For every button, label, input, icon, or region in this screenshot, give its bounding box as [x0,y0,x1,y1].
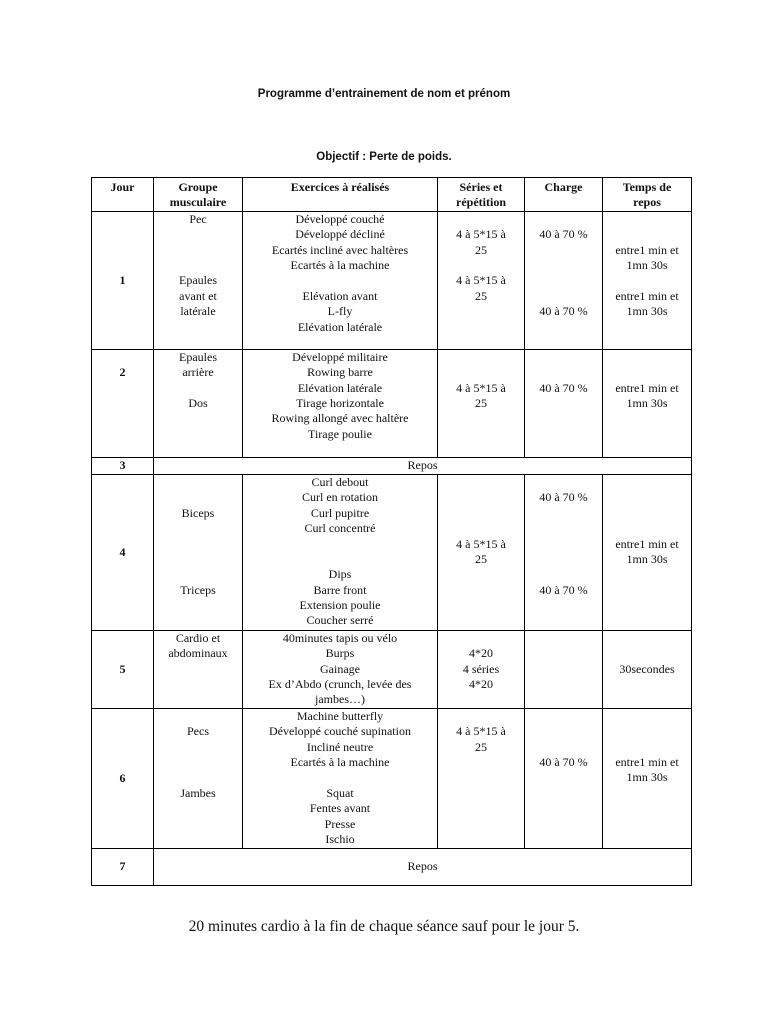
series-cell: 4 à 5*15 à 25 [438,708,525,848]
rest-cell: entre1 min et 1mn 30s [603,708,692,848]
table-row [92,474,692,630]
exercises-cell: Développé militaire Rowing barre Elévation latérale Tirage horizontale Rowing allongé avec haltère Tirage poulie [243,349,438,457]
header-charge: Charge [525,178,603,212]
exercises-cell: 40minutes tapis ou vélo Burps Gainage Ex d’Abdo (crunch, levée des jambes…) [243,630,438,708]
charge-cell: 40 à 70 % 40 à 70 % [525,211,603,349]
charge-cell: 40 à 70 % [525,349,603,457]
header-series: Séries et répétition [438,178,525,212]
rest-day-cell: Repos [154,457,692,474]
series-cell: 4 à 5*15 à 25 4 à 5*15 à 25 [438,211,525,349]
charge-cell: 40 à 70 % [525,708,603,848]
day-number: 4 [92,474,154,630]
exercises-cell: Curl debout Curl en rotation Curl pupitre Curl concentré Dips Barre front Extension poulie Coucher serré [243,474,438,630]
table-row [92,708,692,848]
table-row [92,457,692,474]
header-temps: Temps de repos [603,178,692,212]
table-row [92,848,692,885]
day-number: 3 [92,457,154,474]
objective-line: Objectif : Perte de poids. [316,151,452,163]
table-row [92,211,692,349]
series-cell: 4 à 5*15 à 25 [438,349,525,457]
day-number: 6 [92,708,154,848]
charge-cell [525,630,603,708]
muscle-group-cell: Biceps Triceps [154,474,243,630]
page-title: Programme d’entrainement de nom et prénom [257,88,511,100]
series-cell: 4*20 4 séries 4*20 [438,630,525,708]
footer-note: 20 minutes cardio à la fin de chaque séance sauf pour le jour 5. [188,918,580,935]
training-table [91,177,692,886]
muscle-group-cell: Pecs Jambes [154,708,243,848]
rest-cell: 30secondes [603,630,692,708]
day-number: 2 [92,349,154,457]
muscle-group-cell: Cardio et abdominaux [154,630,243,708]
day-number: 1 [92,211,154,349]
charge-cell: 40 à 70 % 40 à 70 % [525,474,603,630]
rest-cell: entre1 min et 1mn 30s [603,349,692,457]
table-header-row [92,178,692,212]
table-row [92,630,692,708]
header-exercices: Exercices à réalisés [243,178,438,212]
day-number: 7 [92,848,154,885]
day-number: 5 [92,630,154,708]
rest-cell: entre1 min et 1mn 30s [603,474,692,630]
rest-cell: entre1 min et 1mn 30s entre1 min et 1mn 30s [603,211,692,349]
header-jour: Jour [92,178,154,212]
muscle-group-cell: Epaules arrière Dos [154,349,243,457]
table-row [92,349,692,457]
header-groupe: Groupe musculaire [154,178,243,212]
rest-day-cell: Repos [154,848,692,885]
muscle-group-cell: Pec Epaules avant et latérale [154,211,243,349]
series-cell: 4 à 5*15 à 25 [438,474,525,630]
exercises-cell: Développé couché Développé décliné Ecartés incliné avec haltères Ecartés à la machine Elévation avant L-fly Elévation latérale [243,211,438,349]
exercises-cell: Machine butterfly Développé couché supination Incliné neutre Ecartés à la machine Squat Fentes avant Presse Ischio [243,708,438,848]
